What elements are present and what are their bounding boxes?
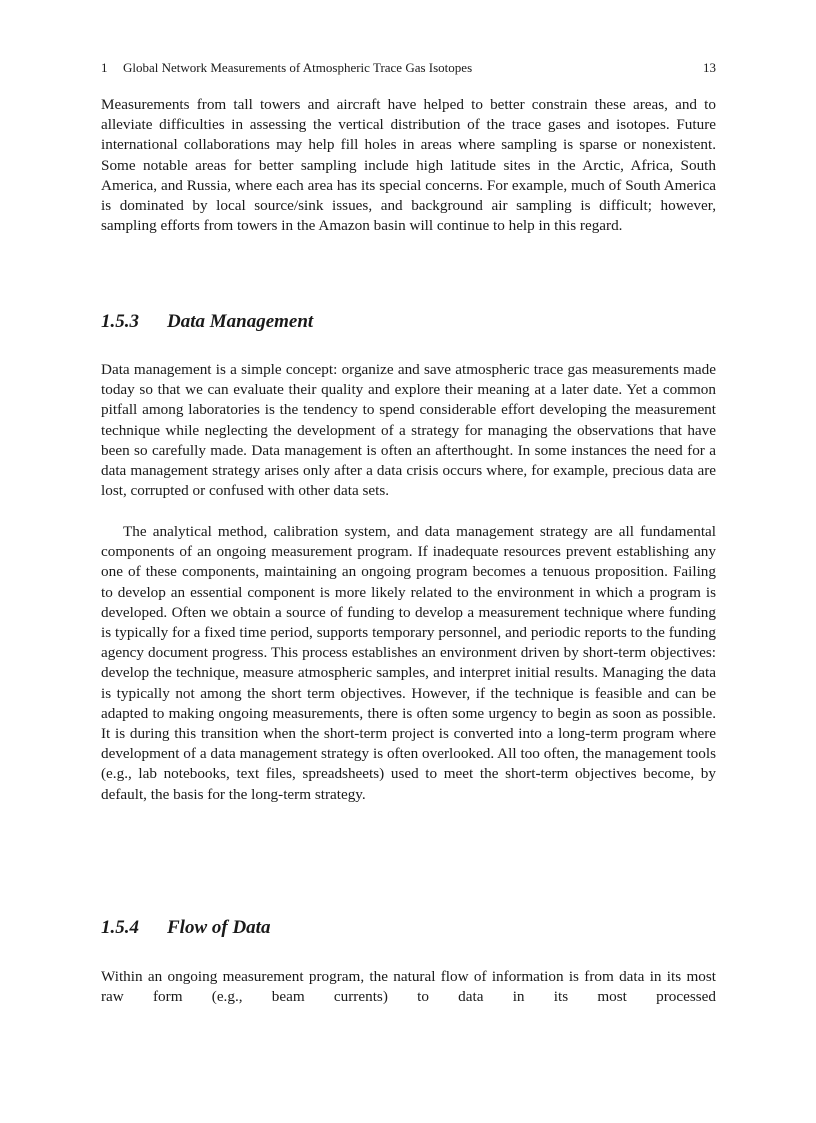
section-heading-flow-of-data — [101, 916, 270, 940]
section-number: 1.5.3 — [101, 311, 139, 332]
paragraph-flow-of-data: Within an ongoing measurement program, the natural flow of information is from data in its most raw form (e.g., beam currents) to data in its most processed — [101, 968, 716, 1006]
page-number: 13 — [703, 60, 716, 75]
paragraph-program-components: The analytical method, calibration system, and data management strategy are all fundamental components of an ongoing measurement program. If inadequate resources prevent establishing any one of these components, maintaining an ongoing program becomes a tenuous proposition. Failing to develop an essential component is more likely related to the environment in which a program is developed. Often we obtain a source of funding to develop a measurement technique where funding is typically for a fixed time period, supports temporary personnel, and periodic reports to the funding agency document progress. This process establishes an environment driven by short-term objectives: develop the technique, measure atmospheric samples, and interpret initial results. Managing the data is typically not among the short term objectives. However, if the technique is feasible and can be adapted to making ongoing measurements, there is often some urgency to begin as soon as possible. It is during this transition when the short-term project is converted into a long-term program where development of a data management strategy is often overlooked. All too often, the management tools (e.g., lab notebooks, text files, spreadsheets) used to meet the short-term objectives become, by default, the basis for the long-term strategy. — [101, 523, 716, 803]
section-title: Flow of Data — [167, 917, 271, 938]
running-head-chapter: 1 — [101, 60, 108, 75]
paragraph-data-management-intro: Data management is a simple concept: organize and save atmospheric trace gas measurements made today so that we can evaluate their quality and explore their meaning at a later date. Yet a common pitfall among laboratories is the tendency to spend considerable effort developing the measurement technique while neglecting the development of a strategy for managing the observations that have been so carefully made. Data management is often an afterthought. In some instances the need for a data management strategy arises only after a data crisis occurs where, for example, precious data are lost, corrupted or confused with other data sets. — [101, 361, 716, 500]
running-head-title: Global Network Measurements of Atmospheric Trace Gas Isotopes — [123, 60, 473, 75]
section-title: Data Management — [167, 311, 314, 332]
section-number: 1.5.4 — [101, 917, 139, 938]
running-head — [101, 60, 716, 76]
paragraph-sampling: Measurements from tall towers and aircraft have helped to better constrain these areas, and to alleviate difficulties in assessing the vertical distribution of the trace gases and isotopes. Future international collaborations may help fill holes in areas where sampling is sparse or nonexistent. Some notable areas for better sampling include high latitude sites in the Arctic, Africa, South America, and Russia, where each area has its special concerns. For example, much of South America is dominated by local source/sink issues, and background air sampling is difficult; however, sampling efforts from towers in the Amazon basin will continue to help in this regard. — [101, 96, 716, 235]
section-heading-data-management — [101, 310, 313, 334]
